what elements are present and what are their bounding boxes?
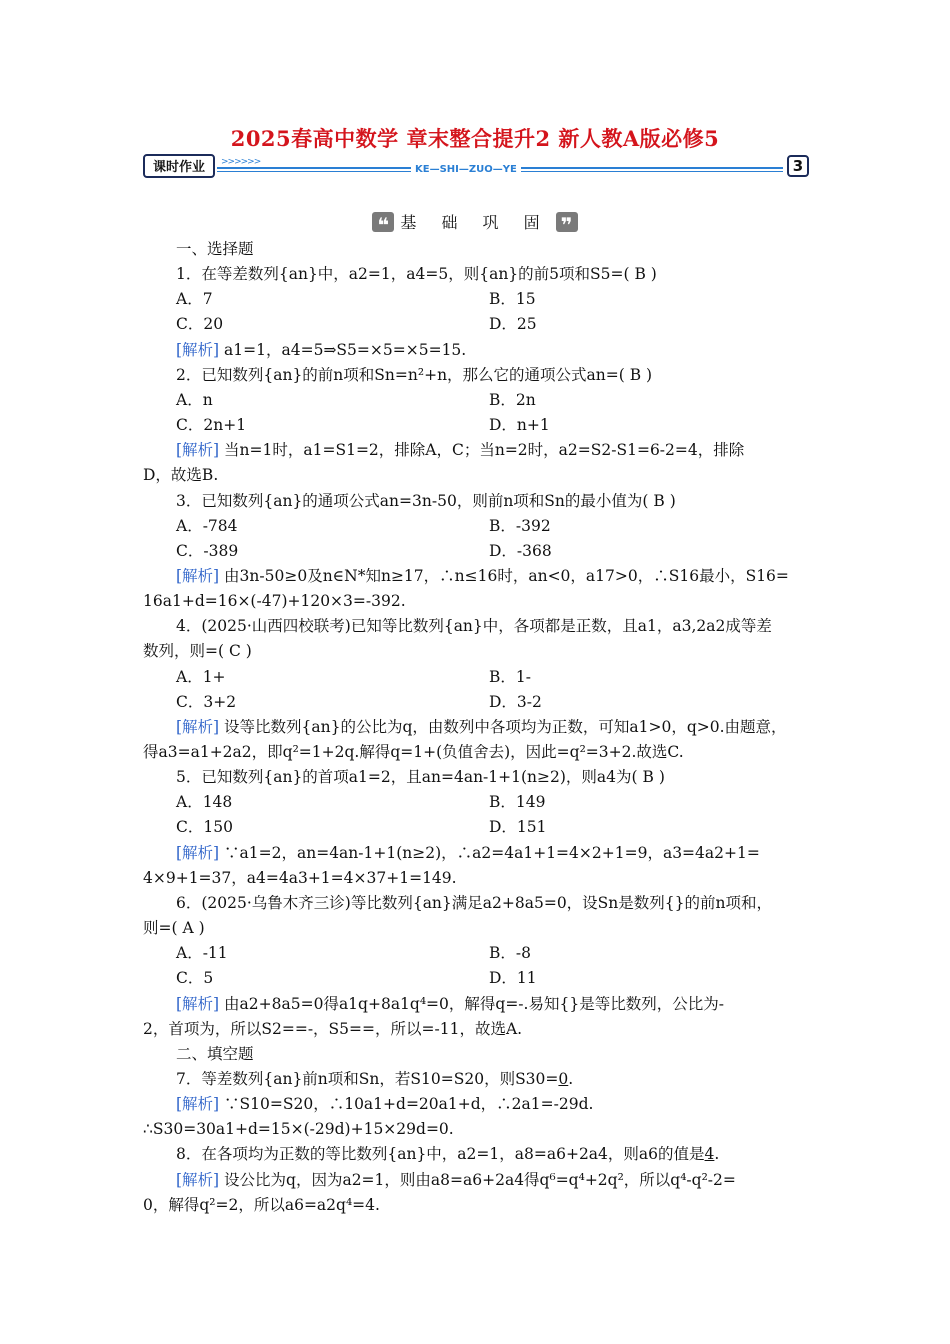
option-right: B．149 xyxy=(489,793,546,811)
option-right: B．15 xyxy=(489,290,536,308)
text-line xyxy=(176,264,657,284)
text-line xyxy=(176,1069,573,1089)
line-text: 5．已知数列{an}的首项a1=2，且an=4an-1+1(n≥2)，则a4为( B ) xyxy=(176,768,665,786)
option-left: C．150 xyxy=(176,818,233,836)
line-text: ∵a1=2，an=4an-1+1(n≥2)，∴a2=4a1+1=4×2+1=9，a3=4a2+1= xyxy=(219,844,760,862)
solution-line xyxy=(176,566,789,586)
option-left: A．148 xyxy=(176,793,233,811)
line-text: 当n=1时，a1=S1=2，排除A，C；当n=2时，a2=S2-S1=6-2=4，排除 xyxy=(219,441,745,459)
line-text: 4．(2025·山西四校联考)已知等比数列{an}中，各项都是正数，且a1，a3,2a2成等差 xyxy=(176,617,772,635)
line-text: 0，解得q²=2，所以a6=a2q⁴=4. xyxy=(143,1196,380,1214)
section-heading xyxy=(0,210,950,237)
option-right: B．-8 xyxy=(489,944,531,962)
line-text: 2，首项为，所以S2==-，S5==，所以=-11，故选A. xyxy=(143,1020,523,1038)
solution-label: [解析] xyxy=(176,995,220,1013)
option-right: D．3-2 xyxy=(489,693,542,711)
solution-line xyxy=(176,717,787,737)
line-tail: . xyxy=(568,1070,574,1088)
document-title: 2025春高中数学 章末整合提升2 新人教A版必修5 xyxy=(230,126,720,151)
solution-label: [解析] xyxy=(176,1171,220,1189)
line-text: 设公比为q，因为a2=1，则由a8=a6+2a4得q⁶=q⁴+2q²，所以q⁴-q²-2= xyxy=(219,1171,736,1189)
solution-label: [解析] xyxy=(176,341,220,359)
line-text: 8．在各项均为正数的等比数列{an}中，a2=1，a8=a6+2a4，则a6的值是 xyxy=(176,1145,705,1163)
option-right: B．2n xyxy=(489,391,536,409)
solution-label: [解析] xyxy=(176,718,220,736)
line-text: 3．已知数列{an}的通项公式an=3n-50，则前n项和Sn的最小值为( B ) xyxy=(176,492,676,510)
banner-tag: 课时作业 xyxy=(143,154,215,178)
line-text: 二、填空题 xyxy=(176,1045,254,1063)
line-text: D，故选B. xyxy=(143,466,219,484)
text-line xyxy=(143,742,684,762)
text-line xyxy=(176,1144,719,1164)
option-left: A．7 xyxy=(176,290,213,308)
option-left: A．1+ xyxy=(176,668,226,686)
solution-line xyxy=(176,1170,736,1190)
option-left: C．20 xyxy=(176,315,224,333)
option-left: A．-784 xyxy=(176,517,238,535)
banner-arrows: >>>>>> xyxy=(221,157,261,167)
text-line xyxy=(176,616,772,636)
text-line xyxy=(143,918,205,938)
solution-label: [解析] xyxy=(176,1095,220,1113)
option-right: B．1- xyxy=(489,668,531,686)
solution-line xyxy=(176,994,724,1014)
solution-label: [解析] xyxy=(176,844,220,862)
banner-pinyin: KE—SHI—ZUO—YE xyxy=(411,164,521,175)
option-right: B．-392 xyxy=(489,517,551,535)
section-heading-text: 基 础 巩 固 xyxy=(400,213,550,232)
line-tail: . xyxy=(714,1145,720,1163)
text-line xyxy=(176,491,676,511)
text-line xyxy=(176,1044,254,1064)
line-text: 2．已知数列{an}的前n项和Sn=n²+n，那么它的通项公式an=( B ) xyxy=(176,366,653,384)
option-right: D．n+1 xyxy=(489,416,550,434)
text-line xyxy=(176,893,772,913)
line-text: ∴S30=30a1+d=15×(-29d)+15×29d=0. xyxy=(143,1120,454,1138)
option-left: A．n xyxy=(176,391,213,409)
option-left: C．-389 xyxy=(176,542,239,560)
answer-blank: 4 xyxy=(704,1145,715,1163)
text-line xyxy=(176,365,652,385)
line-text: 6．(2025·乌鲁木齐三诊)等比数列{an}满足a2+8a5=0，设Sn是数列{}的前n项和， xyxy=(176,894,772,912)
text-line xyxy=(176,239,254,259)
line-text: 4×9+1=37，a4=4a3+1=4×37+1=149. xyxy=(143,869,457,887)
text-line xyxy=(143,591,406,611)
solution-line xyxy=(176,440,744,460)
line-text: ∵S10=S20，∴10a1+d=20a1+d，∴2a1=-29d. xyxy=(219,1095,594,1113)
line-text: 7．等差数列{an}前n项和Sn，若S10=S20，则S30= xyxy=(176,1070,559,1088)
solution-line xyxy=(176,340,466,360)
open-quote-icon: ❝ xyxy=(372,212,394,232)
text-line xyxy=(143,465,218,485)
option-left: C．3+2 xyxy=(176,693,237,711)
line-text: 由3n-50≥0及n∈N*知n≥17，∴n≤16时，an<0，a17>0，∴S16最小，S16= xyxy=(219,567,789,585)
option-right: D．25 xyxy=(489,315,537,333)
option-left: C．2n+1 xyxy=(176,416,247,434)
text-line xyxy=(143,1195,380,1215)
text-line xyxy=(143,1119,454,1139)
close-quote-icon: ❞ xyxy=(556,212,578,232)
option-left: A．-11 xyxy=(176,944,228,962)
line-text: 一、选择题 xyxy=(176,240,254,258)
line-text: 则=( A ) xyxy=(143,919,205,937)
line-text: 设等比数列{an}的公比为q，由数列中各项均为正数，可知a1>0，q>0.由题意， xyxy=(219,718,787,736)
banner-number: 3 xyxy=(787,155,809,177)
option-right: D．-368 xyxy=(489,542,552,560)
solution-line xyxy=(176,843,760,863)
text-line xyxy=(143,641,252,661)
line-text: 16a1+d=16×(-47)+120×3=-392. xyxy=(143,592,406,610)
line-text: 数列，则=( C ) xyxy=(143,642,252,660)
text-line xyxy=(176,767,665,787)
text-line xyxy=(143,868,457,888)
answer-blank: 0 xyxy=(558,1070,569,1088)
option-right: D．151 xyxy=(489,818,547,836)
option-left: C．5 xyxy=(176,969,214,987)
text-line xyxy=(143,1019,522,1039)
option-right: D．11 xyxy=(489,969,537,987)
section-banner xyxy=(143,152,809,182)
line-text: 由a2+8a5=0得a1q+8a1q⁴=0，解得q=-.易知{}是等比数列，公比为- xyxy=(219,995,724,1013)
solution-label: [解析] xyxy=(176,567,220,585)
solution-label: [解析] xyxy=(176,441,220,459)
line-text: 得a3=a1+2a2，即q²=1+2q.解得q=1+(负值舍去)，因此=q²=3+2.故选C. xyxy=(143,743,684,761)
solution-line xyxy=(176,1094,593,1114)
line-text: 1．在等差数列{an}中，a2=1，a4=5，则{an}的前5项和S5=( B ) xyxy=(176,265,657,283)
line-text: a1=1，a4=5⇒S5=×5=×5=15. xyxy=(219,341,467,359)
